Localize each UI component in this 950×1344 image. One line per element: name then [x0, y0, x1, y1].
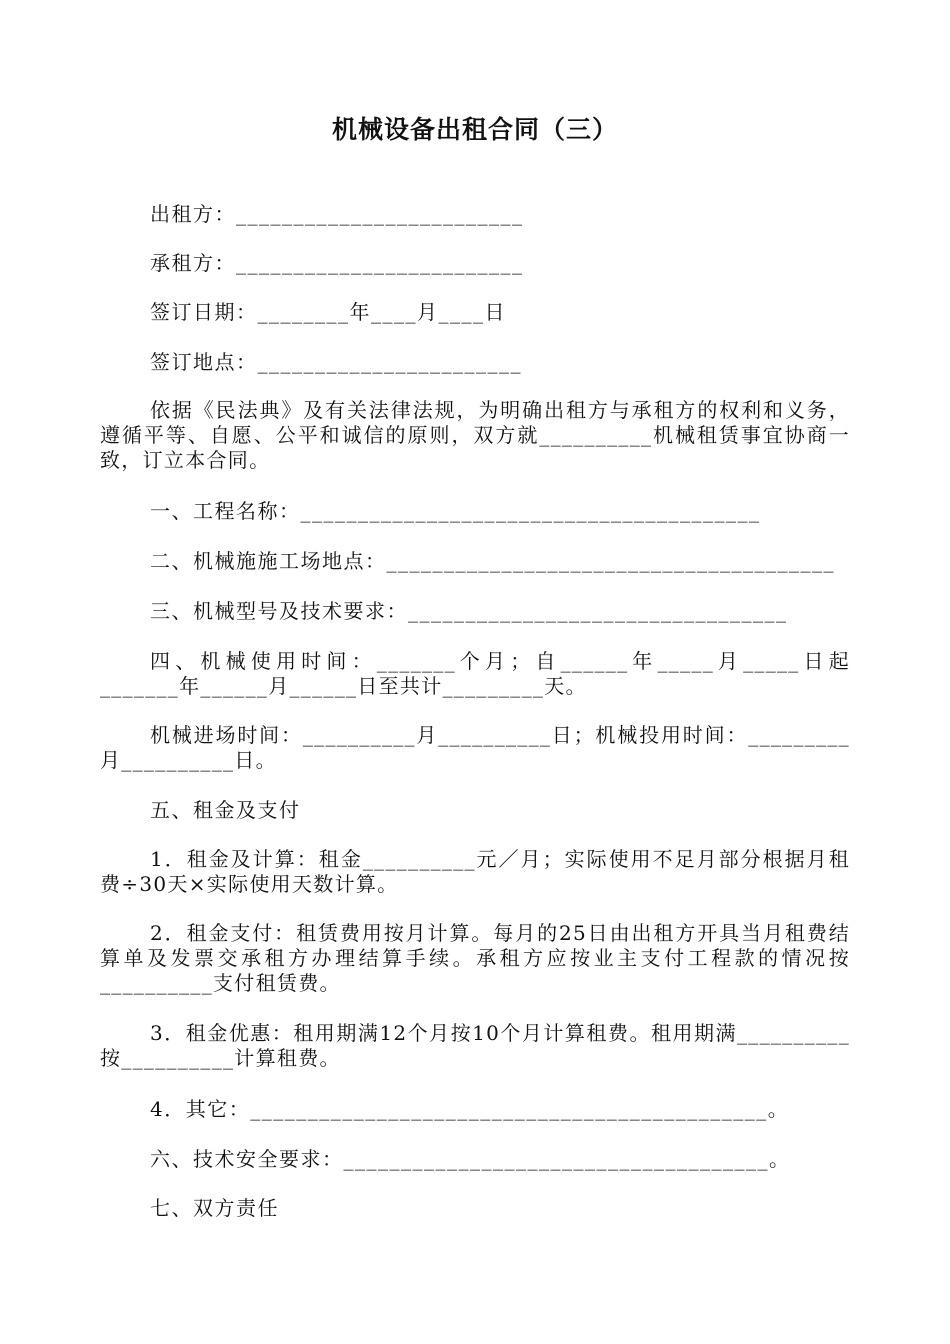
safety-requirements-line: 六、技术安全要求：_____________________________________。	[150, 1147, 791, 1171]
project-name-line: 一、工程名称：________________________________________	[150, 499, 761, 523]
lessor-line: 出租方：_________________________	[150, 202, 524, 226]
rent-discount-paragraph: 3．租金优惠：租用期满12个月按10个月计算租费。租用期满__________按__________计算租费。	[100, 1021, 850, 1070]
entry-time-paragraph: 机械进场时间：__________月__________日；机械投用时间：_________月__________日。	[100, 723, 850, 772]
machine-model-line: 三、机械型号及技术要求：_________________________________	[150, 599, 788, 623]
other-line: 4．其它：_____________________________________________。	[150, 1097, 790, 1121]
site-location-line: 二、机械施施工场地点：_______________________________________	[150, 549, 835, 573]
document-title: 机械设备出租合同（三）	[331, 115, 618, 144]
rent-calculation-paragraph: 1．租金及计算：租金__________元／月；实际使用不足月部分根据月租费÷30天×实际使用天数计算。	[100, 847, 850, 896]
sign-place-line: 签订地点：_______________________	[150, 350, 522, 374]
lessee-line: 承租方：_________________________	[150, 251, 524, 275]
sign-date-line: 签订日期：________年____月____日	[150, 300, 506, 324]
usage-period-paragraph: 四、机械使用时间：_______个月；自______年_____月_____日起_______年______月______日至共计_________天。	[100, 649, 850, 698]
responsibilities-heading: 七、双方责任	[150, 1196, 279, 1220]
rent-payment-paragraph: 2．租金支付：租赁费用按月计算。每月的25日由出租方开具当月租费结算单及发票交承租方办理结算手续。承租方应按业主支付工程款的情况按__________支付租赁费。	[100, 921, 850, 995]
rent-payment-heading: 五、租金及支付	[150, 798, 301, 822]
preamble-paragraph: 依据《民法典》及有关法律法规，为明确出租方与承租方的权利和义务，遵循平等、自愿、公平和诚信的原则，双方就__________机械租赁事宜协商一致，订立本合同。	[100, 398, 850, 472]
